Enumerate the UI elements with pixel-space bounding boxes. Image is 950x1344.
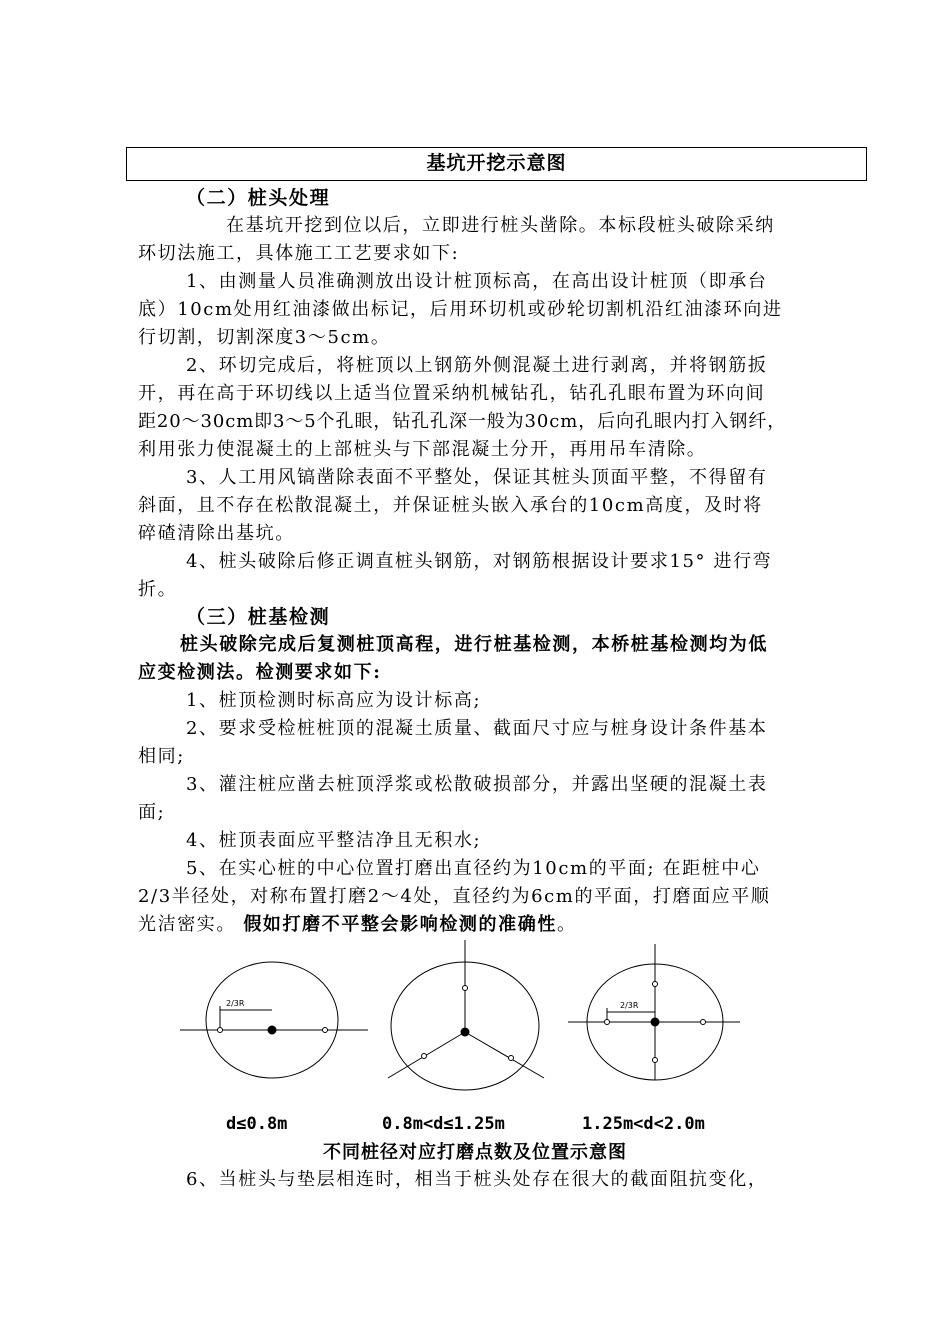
paragraph-line: 距20～30cm即3～5个孔眼，钻孔孔深一般为30cm，后向孔眼内打入钢纤， [138, 411, 787, 432]
paragraph-line: 相同; [138, 746, 185, 767]
paragraph-line: 6、当桩头与垫层相连时，相当于桩头处存在很大的截面阻抗变化， [186, 1169, 768, 1190]
paragraph-line: 行切割，切割深度3～5cm。 [138, 327, 391, 348]
center-point-1 [268, 1026, 276, 1034]
section-heading-3: （三）桩基检测 [186, 606, 331, 628]
paragraph-line: 2、环切完成后，将桩顶以上钢筋外侧混凝土进行剥离，并将钢筋扳 [186, 355, 768, 376]
pile-circle-1 [206, 962, 338, 1078]
paragraph-line: 4、桩头破除后修正调直桩头钢筋，对钢筋根据设计要求15° 进行弯 [186, 551, 773, 572]
paragraph-line: 利用张力使混凝土的上部桩头与下部混凝土分开，再用吊车清除。 [138, 439, 707, 460]
polish-point [509, 1056, 514, 1061]
polish-point [323, 1028, 328, 1033]
polish-point [701, 1020, 706, 1025]
dim-label-3: 2/3R [620, 1001, 639, 1010]
paragraph-line: 4、桩顶表面应平整洁净且无积水; [186, 830, 482, 851]
caption-diameter-3: 1.25m<d<2.0m [582, 1114, 705, 1134]
paragraph-line: 3、灌注桩应凿去桩顶浮浆或松散破损部分，并露出坚硬的混凝土表 [186, 774, 768, 795]
polish-point [218, 1028, 223, 1033]
text-bold-emphasis: 假如打磨不平整会影响检测的准确性 [243, 914, 557, 935]
paragraph-line: 碎碴清除出基坑。 [138, 523, 295, 544]
paragraph-line: 开，再在高于环切线以上适当位置采纳机械钻孔，钻孔孔眼布置为环向间 [138, 383, 766, 404]
paragraph-line: 1、由测量人员准确测放出设计桩顶标高，在高出设计桩顶（即承台 [186, 271, 768, 292]
paragraph-line: 2/3半径处，对称布置打磨2～4处，直径约为6cm的平面，打磨面应平顺 [138, 886, 771, 907]
paragraph-line: 在基坑开挖到位以后，立即进行桩头凿除。本标段桩头破除采纳 [226, 215, 775, 236]
diagram-small-pile [180, 962, 368, 1078]
diagram-title: 不同桩径对应打磨点数及位置示意图 [323, 1142, 627, 1163]
diagram-large-pile [568, 944, 740, 1080]
caption-diameter-2: 0.8m<d≤1.25m [382, 1114, 505, 1134]
section-heading-2: （二）桩头处理 [186, 187, 331, 209]
diagram-medium-pile [388, 940, 544, 1090]
paragraph-line: 3、人工用风镐凿除表面不平整处，保证其桩头顶面平整，不得留有 [186, 467, 768, 488]
paragraph-line: 面; [138, 802, 166, 823]
polish-point [653, 1058, 658, 1063]
bold-paragraph-line: 桩头破除完成后复测桩顶高程，进行桩基检测，本桥桩基检测均为低 [180, 634, 768, 655]
spoke-right [465, 1032, 544, 1078]
paragraph-line: 折。 [138, 579, 178, 600]
paragraph-line: 5、在实心桩的中心位置打磨出直径约为10cm的平面; 在距桩中心 [186, 858, 761, 879]
paragraph-line: 1、桩顶检测时标高应为设计标高; [186, 690, 482, 711]
polish-point [653, 982, 658, 987]
text-normal-end: 。 [556, 914, 577, 935]
bold-paragraph-line: 应变检测法。检测要求如下: [138, 662, 382, 683]
paragraph-line-mixed [138, 911, 868, 939]
text-normal: 光洁密实。 [138, 914, 244, 935]
paragraph-line: 斜面，且不存在松散混凝土，并保证桩头嵌入承台的10cm高度，及时将 [138, 495, 763, 516]
caption-diameter-1: d≤0.8m [226, 1114, 288, 1134]
polish-point [605, 1020, 610, 1025]
polish-point [463, 986, 468, 991]
center-point-3 [651, 1018, 659, 1026]
dim-label-1: 2/3R [226, 999, 245, 1008]
figure-title-box: 基坑开挖示意图 [126, 147, 867, 181]
center-point-2 [461, 1028, 469, 1036]
polishing-points-diagram [160, 938, 760, 1118]
paragraph-line: 环切法施工，具体施工工艺要求如下: [138, 243, 460, 264]
paragraph-line: 2、要求受检桩桩顶的混凝土质量、截面尺寸应与桩身设计条件基本 [186, 718, 768, 739]
polish-point [422, 1054, 427, 1059]
paragraph-line: 底）10cm处用红油漆做出标记，后用环切机或砂轮切割机沿红油漆环向进 [138, 299, 783, 320]
